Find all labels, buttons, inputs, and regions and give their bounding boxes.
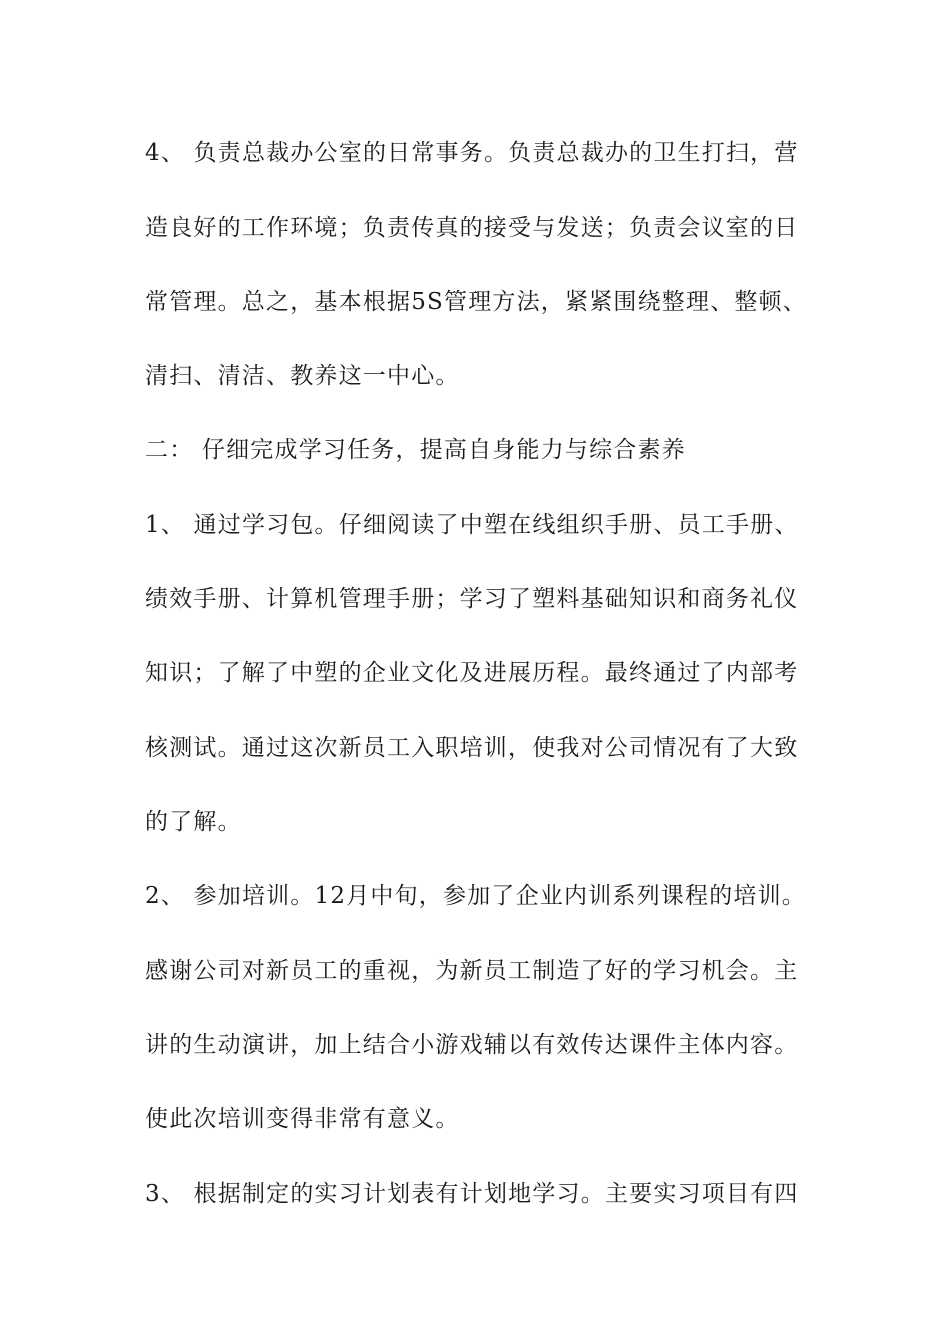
section-heading: 二： 仔细完成学习任务，提高自身能力与综合素养 — [145, 437, 686, 463]
text-line: 造良好的工作环境；负责传真的接受与发送；负责会议室的日 — [145, 215, 799, 241]
text-line: 清扫、清洁、教养这一中心。 — [145, 363, 460, 389]
text-line: 知识；了解了中塑的企业文化及进展历程。最终通过了内部考 — [145, 660, 799, 686]
text-line: 感谢公司对新员工的重视，为新员工制造了好的学习机会。主 — [145, 958, 799, 984]
text-line: 使此次培训变得非常有意义。 — [145, 1106, 460, 1132]
text-line: 常管理。总之，基本根据5S管理方法，紧紧围绕整理、整顿、 — [145, 289, 807, 315]
text-line: 的了解。 — [145, 809, 242, 835]
text-line: 1、 通过学习包。仔细阅读了中塑在线组织手册、员工手册、 — [145, 512, 799, 538]
text-line: 3、 根据制定的实习计划表有计划地学习。主要实习项目有四 — [145, 1181, 799, 1207]
text-line: 核测试。通过这次新员工入职培训，使我对公司情况有了大致 — [145, 735, 799, 761]
text-line: 4、 负责总裁办公室的日常事务。负责总裁办的卫生打扫，营 — [145, 140, 799, 166]
text-line: 讲的生动演讲，加上结合小游戏辅以有效传达课件主体内容。 — [145, 1032, 799, 1058]
text-line: 2、 参加培训。12月中旬，参加了企业内训系列课程的培训。 — [145, 883, 807, 909]
text-line: 绩效手册、计算机管理手册；学习了塑料基础知识和商务礼仪 — [145, 586, 799, 612]
